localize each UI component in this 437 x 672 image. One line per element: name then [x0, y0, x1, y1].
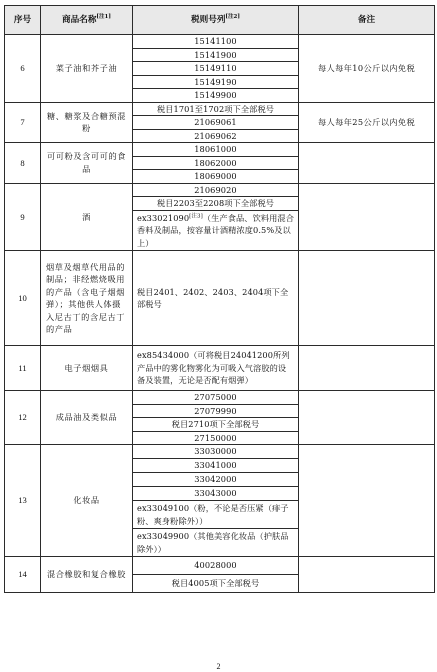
row-code [133, 210, 299, 251]
row-seq: 9 [5, 183, 41, 251]
row-code: 15141900 [133, 48, 299, 62]
row-code: 21069062 [133, 129, 299, 143]
row-code: 税目4005项下全部税号 [133, 575, 299, 593]
row-code: 33043000 [133, 487, 299, 501]
row-code: 21069061 [133, 116, 299, 130]
table-header-row [5, 6, 435, 35]
row-name: 糖、糖浆及合糖预混粉 [41, 102, 133, 143]
row-code: 40028000 [133, 557, 299, 575]
table-row [5, 102, 435, 116]
row-code: 18061000 [133, 143, 299, 157]
row-name: 成品油及类似品 [41, 391, 133, 445]
table-row [5, 346, 435, 391]
header-seq: 序号 [5, 6, 41, 35]
row-seq: 13 [5, 445, 41, 557]
table-row [5, 35, 435, 49]
table-row [5, 445, 435, 459]
header-name: 商品名称[注1] [41, 6, 133, 35]
row-seq: 10 [5, 251, 41, 346]
row-name: 可可粉及含可可的食品 [41, 143, 133, 184]
code-ex-text: （生产食品、饮料用混合香料及制品，按容量计酒精浓度0.5%及以上） [137, 212, 295, 248]
row-seq: 11 [5, 346, 41, 391]
row-code: 税目1701至1702项下全部税号 [133, 102, 299, 116]
header-name-note: [注1] [96, 13, 111, 20]
code-ex-note: [注3] [189, 212, 203, 219]
row-remark [299, 183, 435, 251]
row-code: ex33049100（粉，不论是否压紧（痱子粉、爽身粉除外）） [133, 501, 299, 529]
row-code: 15149190 [133, 75, 299, 89]
page-number: 2 [216, 662, 221, 671]
tariff-table [4, 5, 435, 593]
row-code: 15149900 [133, 89, 299, 103]
row-name: 烟草及烟草代用品的制品；非经燃烧吸用的产品（含电子烟烟弹）；其他供人体摄入尼古丁的含尼古丁的产品 [41, 251, 133, 346]
row-seq: 6 [5, 35, 41, 103]
row-code: 33042000 [133, 473, 299, 487]
table-row [5, 143, 435, 157]
row-remark: 每人每年10公斤以内免税 [299, 35, 435, 103]
row-seq: 12 [5, 391, 41, 445]
row-remark [299, 557, 435, 593]
table-row [5, 557, 435, 575]
row-code: 18069000 [133, 170, 299, 184]
row-seq: 7 [5, 102, 41, 143]
row-seq: 8 [5, 143, 41, 184]
row-remark: 每人每年25公斤以内免税 [299, 102, 435, 143]
header-remark: 备注 [299, 6, 435, 35]
row-code: 18062000 [133, 156, 299, 170]
row-code: 税目2203至2208项下全部税号 [133, 197, 299, 211]
row-code: 33041000 [133, 459, 299, 473]
row-name: 化妆品 [41, 445, 133, 557]
row-remark [299, 346, 435, 391]
row-remark [299, 143, 435, 184]
row-code: ex85434000（可将税目24041200所列产品中的雾化物雾化为可吸入气溶胶的设备及装置，无论是否配有烟弹） [133, 346, 299, 391]
row-code: 27079990 [133, 404, 299, 418]
table-row [5, 251, 435, 346]
row-code: 税目2401、2402、2403、2404项下全部税号 [133, 251, 299, 346]
row-name: 混合橡胶和复合橡胶 [41, 557, 133, 593]
table-row [5, 183, 435, 197]
row-code: 税目2710项下全部税号 [133, 418, 299, 432]
row-code: 21069020 [133, 183, 299, 197]
row-name: 电子烟烟具 [41, 346, 133, 391]
row-name: 酒 [41, 183, 133, 251]
row-code: 33030000 [133, 445, 299, 459]
code-ex-prefix: ex33021090 [137, 212, 190, 223]
row-remark [299, 445, 435, 557]
row-name: 菜子油和芥子油 [41, 35, 133, 103]
row-code: 15141100 [133, 35, 299, 49]
row-seq: 14 [5, 557, 41, 593]
row-remark [299, 251, 435, 346]
row-code: 15149110 [133, 62, 299, 76]
header-code-note: [注2] [225, 13, 240, 20]
row-remark [299, 391, 435, 445]
row-code: 27075000 [133, 391, 299, 405]
header-code: 税则号列[注2] [133, 6, 299, 35]
row-code: ex33049900（其他美容化妆品（护肤品除外）） [133, 529, 299, 557]
row-code: 27150000 [133, 431, 299, 445]
table-row [5, 391, 435, 405]
